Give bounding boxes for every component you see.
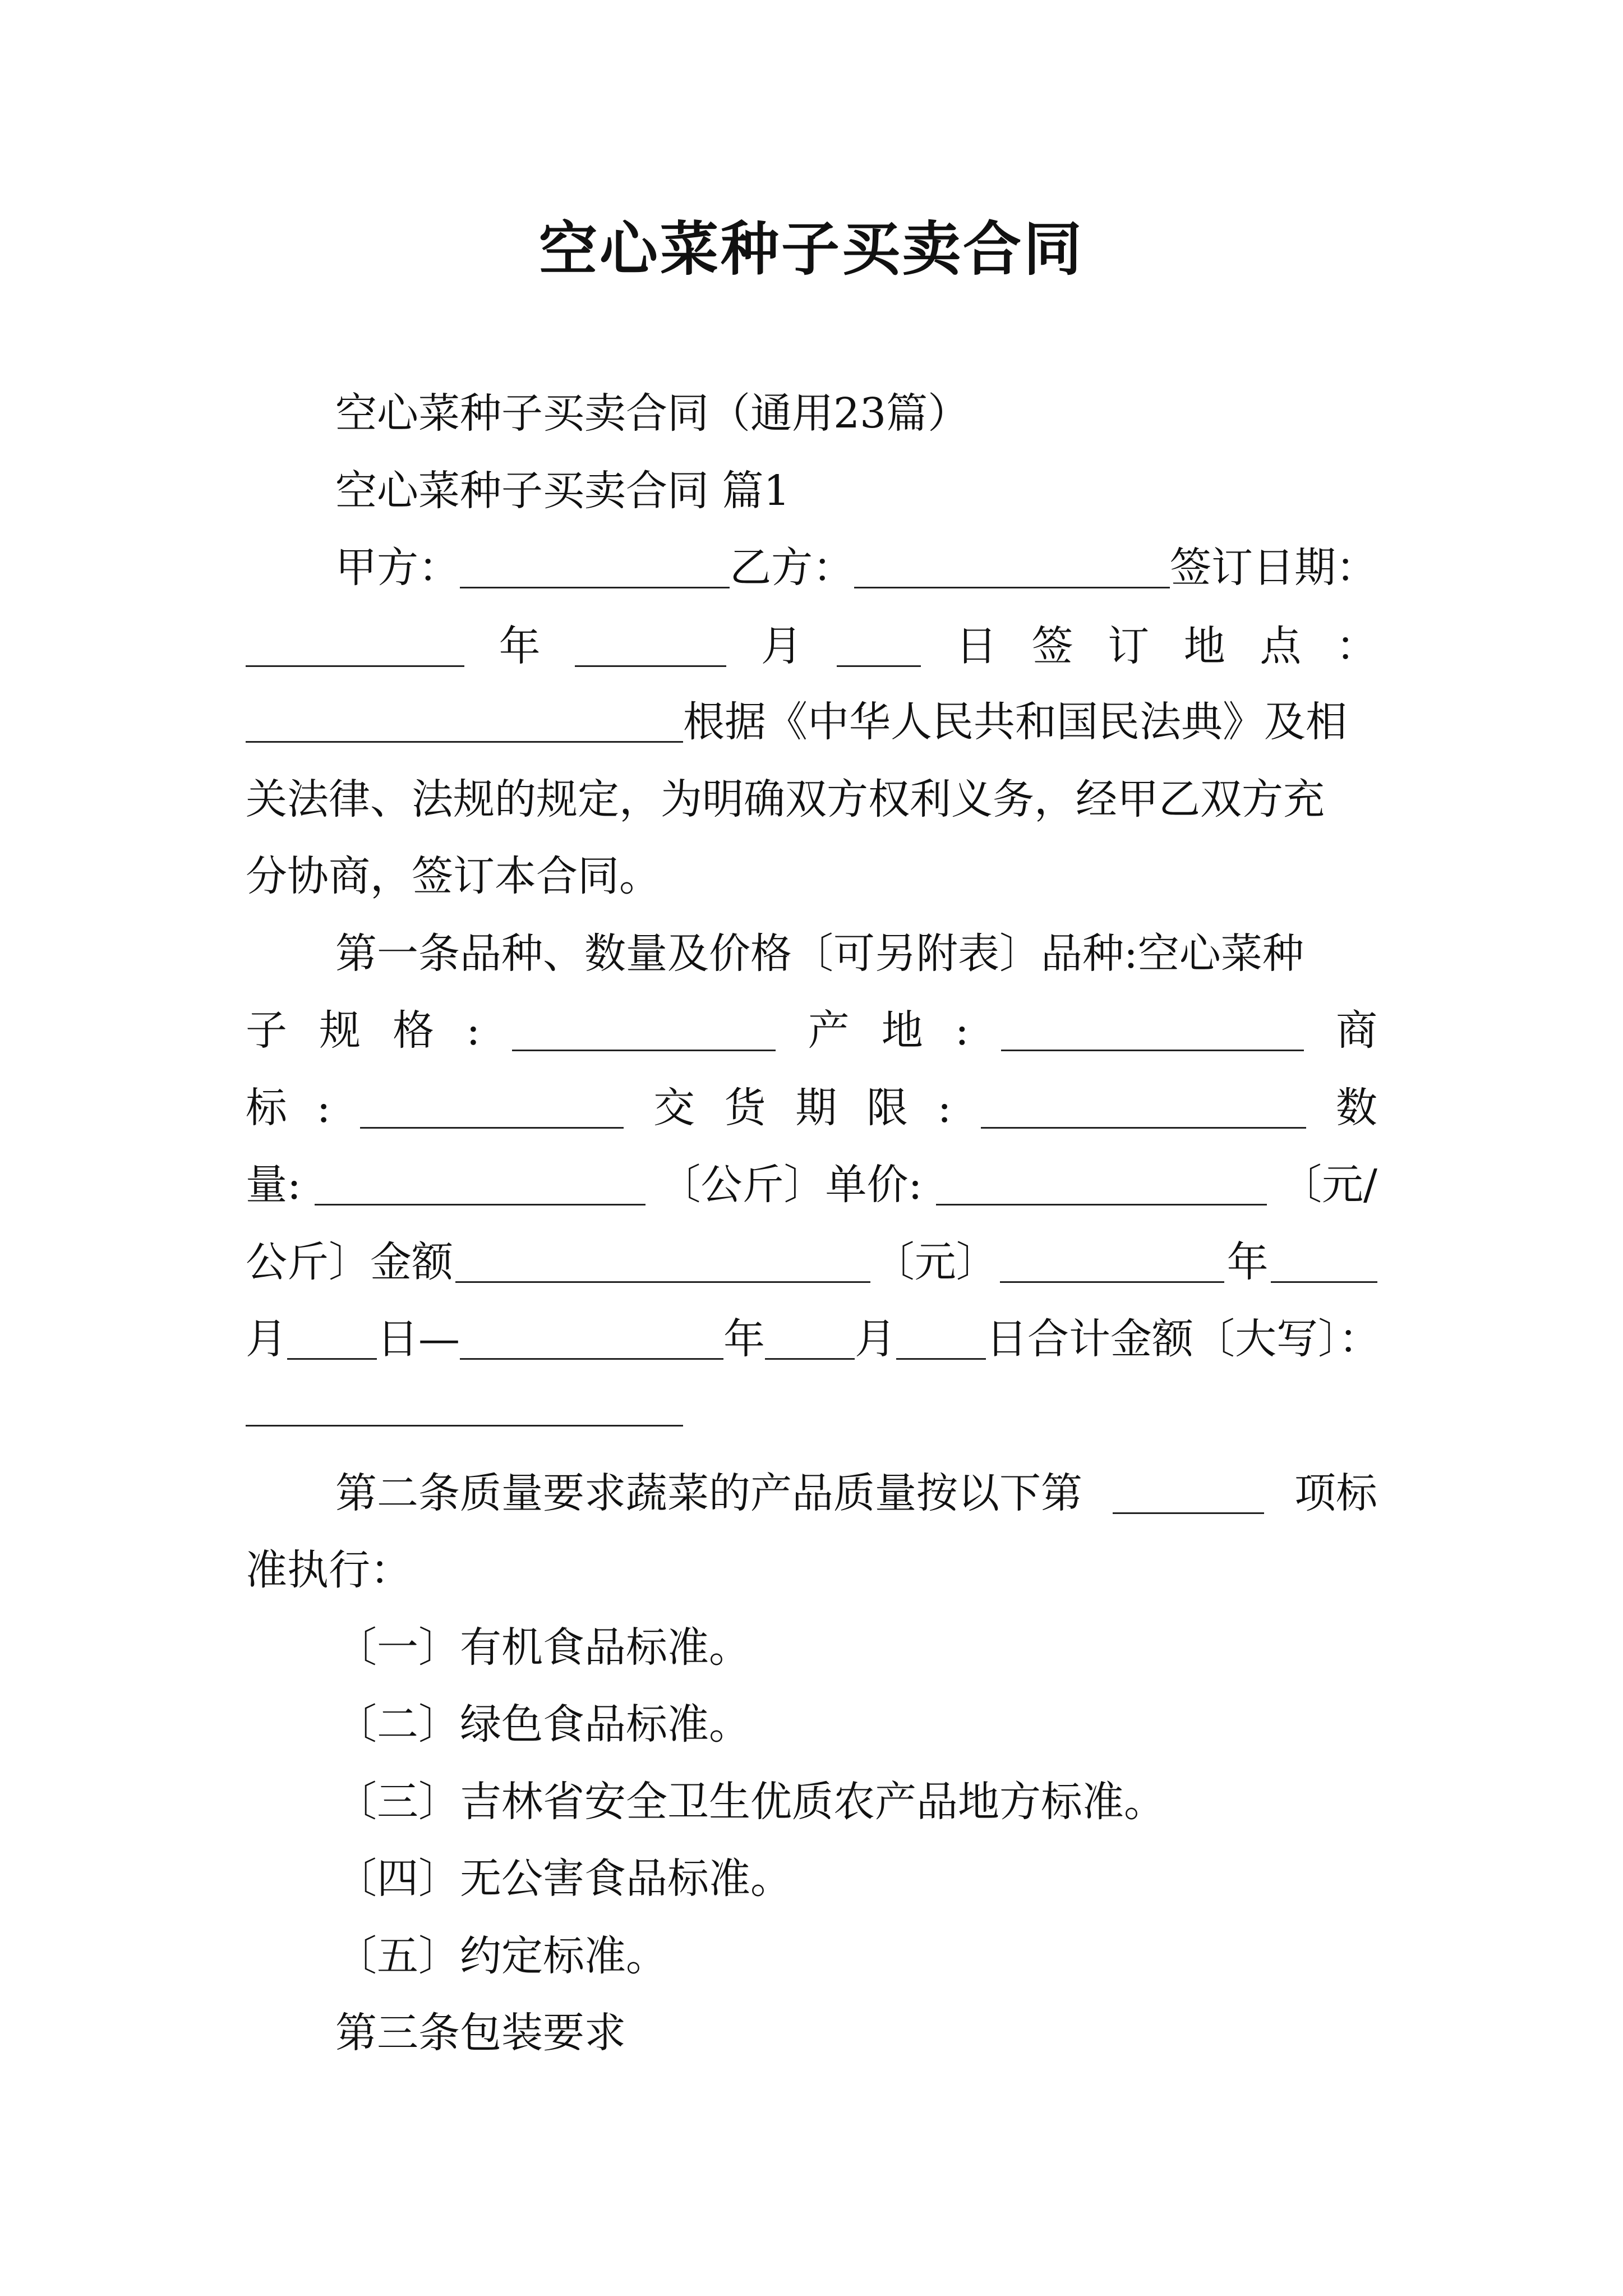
spec-blank[interactable] (512, 1011, 776, 1051)
amount-blank[interactable] (455, 1243, 870, 1283)
year-blank[interactable] (1000, 1243, 1224, 1283)
delivery-char: : (937, 1084, 952, 1132)
section-title: 空心菜种子买卖合同 篇1 (335, 467, 790, 515)
year-label: 年 (499, 622, 541, 670)
day-dash-label: 日— (377, 1315, 460, 1363)
document-title: 空心菜种子买卖合同 (538, 215, 1084, 283)
year-blank[interactable] (246, 627, 464, 667)
article1-brand-line (246, 1084, 1377, 1132)
standard-item: 〔四〕无公害食品标准。 (335, 1855, 792, 1903)
parties-line (335, 544, 1377, 592)
delivery-char: 期 (795, 1084, 837, 1132)
spec-char: 规 (319, 1006, 361, 1055)
delivery-char: 货 (724, 1084, 766, 1132)
standard-no-blank[interactable] (1113, 1474, 1264, 1514)
delivery-blank[interactable] (981, 1089, 1306, 1129)
sign-place-char: 地 (1183, 622, 1225, 670)
party-a-blank[interactable] (460, 549, 730, 588)
qty-label: 量: (246, 1161, 301, 1209)
sign-date-label: 签订日期： (1170, 544, 1377, 592)
end-year-blank[interactable] (460, 1320, 723, 1360)
total-amount-blank[interactable] (246, 1387, 683, 1427)
party-b-blank[interactable] (854, 549, 1170, 588)
standard-item: 〔五〕约定标准。 (335, 1932, 667, 1980)
article1-line-1: 第一条品种、数量及价格〔可另附表〕品种:空心菜种 (335, 930, 1304, 978)
preamble-text-1: 根据《中华人民共和国民法典》及相 (683, 698, 1347, 746)
month-blank[interactable] (575, 627, 726, 667)
origin-blank[interactable] (1001, 1011, 1304, 1051)
unit-yuan-label: 〔元/ (1280, 1161, 1377, 1209)
document-subtitle: 空心菜种子买卖合同（通用23篇） (335, 389, 970, 438)
yuan-label: 〔元〕 (873, 1238, 998, 1286)
spec-char: 格 (393, 1006, 435, 1055)
article1-period-line (246, 1315, 1380, 1363)
article3-title: 第三条包装要求 (335, 2009, 626, 2057)
amount-label: 公斤〕金额 (246, 1238, 453, 1286)
sign-place-char: 订 (1108, 622, 1150, 670)
standard-item: 〔三〕吉林省安全卫生优质农产品地方标准。 (335, 1778, 1165, 1826)
day-blank[interactable] (287, 1320, 377, 1360)
end-day-blank[interactable] (896, 1320, 986, 1360)
brand-char: 商 (1336, 1006, 1377, 1055)
standard-item: 〔一〕有机食品标准。 (335, 1623, 750, 1672)
total-amount-line (246, 1387, 683, 1433)
preamble-line-3: 分协商，签订本合同。 (246, 852, 661, 900)
year2-label: 年 (723, 1315, 765, 1363)
month2-label: 月 (855, 1315, 896, 1363)
qty-char: 数 (1335, 1084, 1377, 1132)
day-blank[interactable] (837, 627, 921, 667)
preamble-line-2: 关法律、法规的规定，为明确双方权利义务，经甲乙双方充 (246, 775, 1325, 823)
origin-char: : (955, 1006, 969, 1055)
delivery-char: 交 (653, 1084, 695, 1132)
year-label: 年 (1227, 1238, 1269, 1286)
month-label: 月 (246, 1315, 287, 1363)
article2-tail: 项标 (1294, 1469, 1377, 1517)
day-label: 日 (955, 622, 997, 670)
article2-line-2: 准执行： (246, 1546, 412, 1594)
month-blank[interactable] (1271, 1243, 1377, 1283)
date-place-line (246, 622, 1377, 670)
article2-head: 第二条质量要求蔬菜的产品质量按以下第 (335, 1469, 1082, 1517)
spec-char: 子 (246, 1006, 287, 1055)
article1-qty-line (246, 1161, 1377, 1209)
total-label: 日合计金额〔大写〕： (986, 1315, 1380, 1363)
qty-blank[interactable] (315, 1166, 645, 1205)
party-b-label: 乙方： (730, 544, 855, 592)
standard-item: 〔二〕绿色食品标准。 (335, 1700, 750, 1749)
preamble-line-1 (246, 698, 1347, 746)
brand-blank[interactable] (360, 1089, 624, 1129)
origin-char: 地 (881, 1006, 923, 1055)
month-label: 月 (760, 622, 803, 670)
unit-price-blank[interactable] (936, 1166, 1267, 1205)
unit-price-label: 〔公斤〕单价: (659, 1161, 923, 1209)
spec-char: : (466, 1006, 481, 1055)
sign-place-char: ： (1335, 622, 1377, 670)
delivery-char: 限 (866, 1084, 908, 1132)
article1-amount-line (246, 1238, 1377, 1286)
party-a-label: 甲方： (335, 544, 460, 592)
origin-char: 产 (808, 1006, 850, 1055)
article1-spec-line (246, 1006, 1377, 1055)
colon: : (316, 1084, 331, 1132)
sign-place-blank[interactable] (246, 703, 683, 743)
end-month-blank[interactable] (765, 1320, 855, 1360)
brand-char: 标 (246, 1084, 287, 1132)
sign-place-char: 点 (1260, 622, 1302, 670)
article2-line-1 (335, 1469, 1377, 1517)
sign-place-char: 签 (1031, 622, 1073, 670)
